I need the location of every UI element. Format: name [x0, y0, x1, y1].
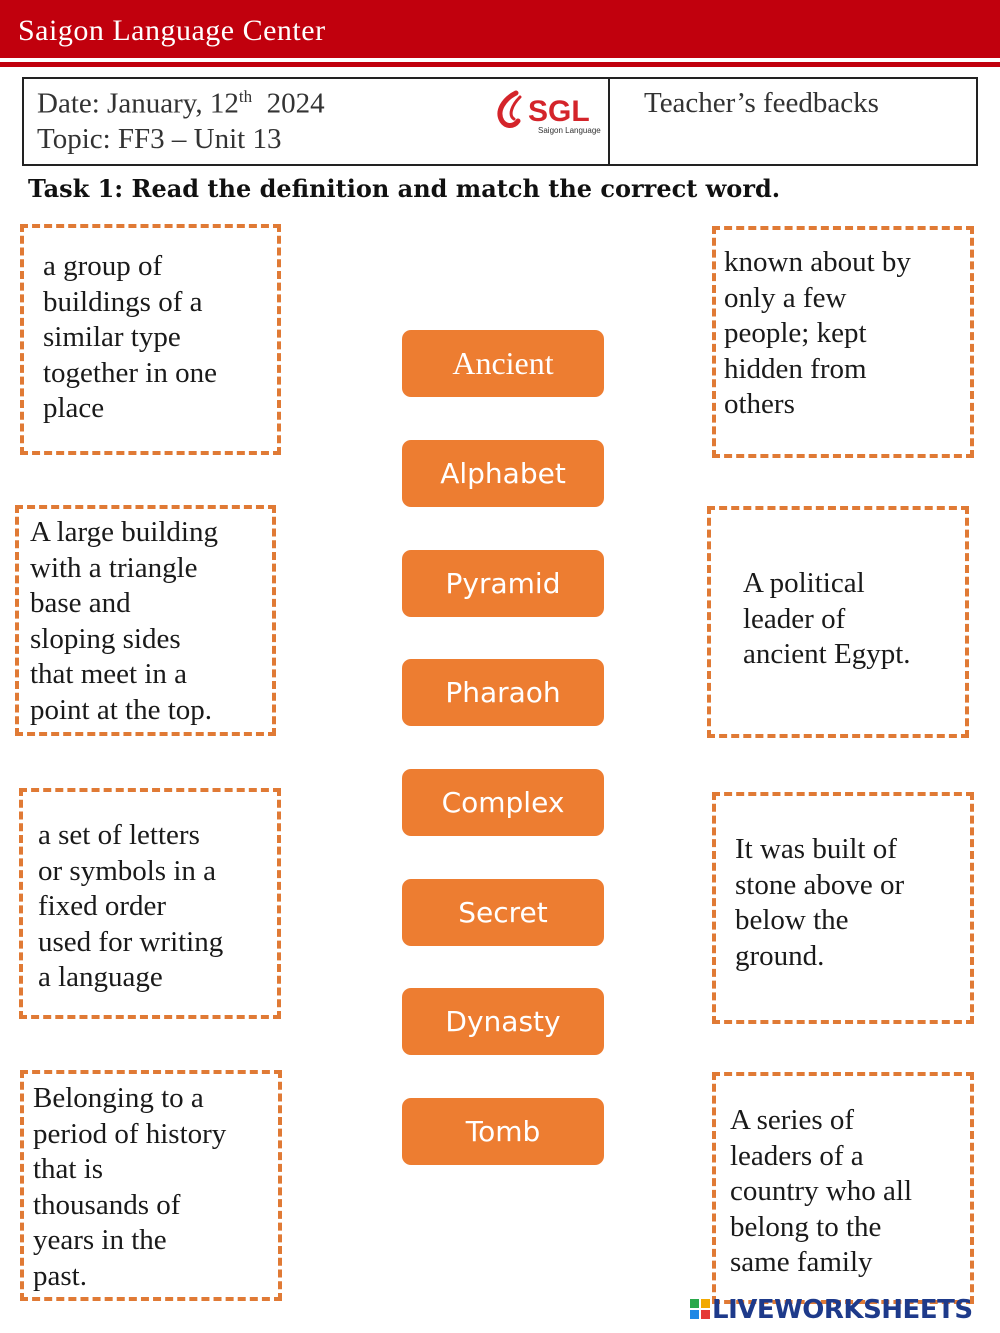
word-tomb[interactable]: Tomb	[402, 1098, 604, 1165]
definition-text: A large building with a triangle base and sloping sides that meet in a point at the top.	[30, 516, 218, 726]
word-secret[interactable]: Secret	[402, 879, 604, 946]
word-ancient[interactable]: Ancient	[402, 330, 604, 397]
logo-text: SGL	[528, 95, 590, 128]
word-complex[interactable]: Complex	[402, 769, 604, 836]
definition-box-right-2[interactable]	[707, 506, 969, 738]
definition-box-left-4[interactable]	[20, 1070, 282, 1301]
teacher-feedback-label: Teacher’s feedbacks	[644, 87, 879, 119]
definition-text: A political leader of ancient Egypt.	[743, 567, 911, 670]
definition-box-right-1[interactable]	[712, 226, 974, 458]
task-instruction: Task 1: Read the definition and match the correct word.	[28, 174, 781, 203]
liveworksheets-watermark	[690, 1295, 973, 1325]
date-year: 2024	[266, 87, 325, 120]
date-text: Date: January, 12	[37, 87, 239, 120]
definition-box-left-1[interactable]	[20, 224, 281, 455]
word-pyramid[interactable]: Pyramid	[402, 550, 604, 617]
definition-text: known about by only a few people; kept hidden from others	[724, 246, 911, 420]
definition-text: Belonging to a period of history that is thousands of years in the past.	[33, 1082, 227, 1292]
definition-box-left-2[interactable]	[15, 505, 276, 736]
word-pharaoh[interactable]: Pharaoh	[402, 659, 604, 726]
topic-line: Topic: FF3 – Unit 13	[37, 123, 282, 155]
definition-text: a set of letters or symbols in a fixed order used for writing a language	[38, 819, 224, 993]
header-title: Saigon Language Center	[18, 14, 326, 47]
definition-box-right-3[interactable]	[712, 792, 974, 1024]
logo-subtext: Saigon Language	[538, 126, 601, 135]
definition-box-right-4[interactable]	[712, 1072, 974, 1304]
definition-text: a group of buildings of a similar type together in one place	[43, 250, 217, 424]
table-divider	[608, 79, 610, 164]
header-rule	[0, 62, 1000, 67]
definition-text: It was built of stone above or below the ground.	[735, 833, 905, 972]
definition-box-left-3[interactable]	[19, 788, 281, 1019]
liveworksheets-text: LIVEWORKSHEETS	[712, 1295, 973, 1325]
word-dynasty[interactable]: Dynasty	[402, 988, 604, 1055]
header-bar	[0, 0, 1000, 58]
definition-text: A series of leaders of a country who all belong to the same family	[730, 1104, 913, 1278]
date-suffix: th	[238, 87, 253, 106]
info-table	[22, 77, 978, 166]
liveworksheets-logo-icon	[690, 1297, 712, 1323]
word-alphabet[interactable]: Alphabet	[402, 440, 604, 507]
date-line	[37, 87, 325, 121]
sgl-logo	[494, 87, 606, 137]
